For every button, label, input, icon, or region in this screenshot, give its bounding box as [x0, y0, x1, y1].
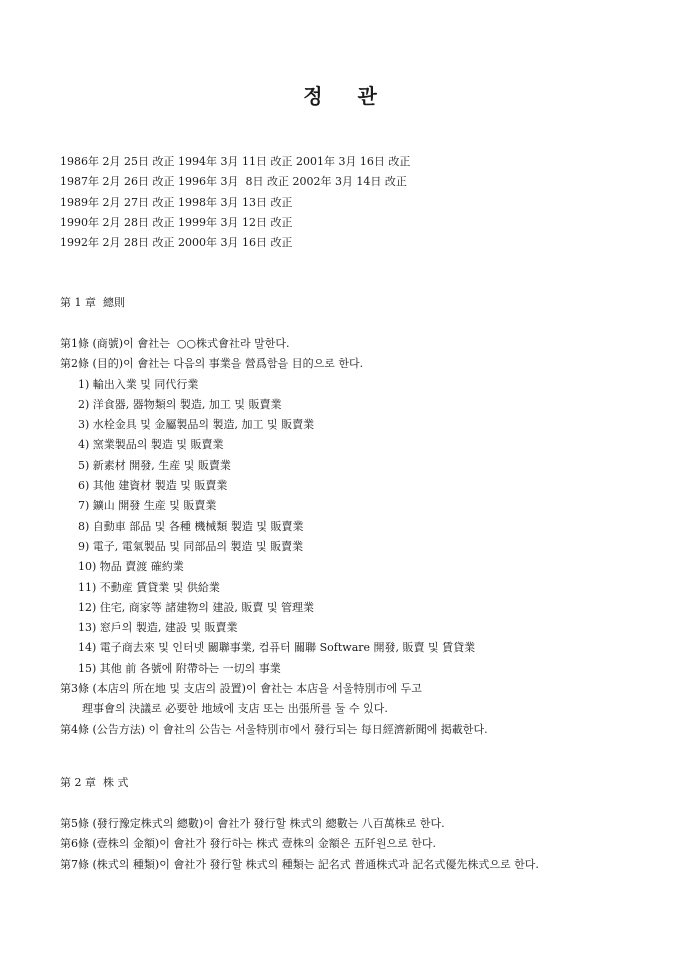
article-3: 第3條 (本店의 所在地 및 支店의 設置)이 會社는 本店을 서울特別市에 두고: [60, 682, 422, 696]
article-6: 第6條 (壹株의 金額)이 會社가 發行하는 株式 壹株의 金額은 五阡원으로 한다.: [60, 837, 437, 851]
purpose-item: 5) 新素材 開發, 生産 및 販賣業: [78, 458, 231, 472]
article-2: 第2條 (目的)이 會社는 다음의 事業을 營爲함을 目的으로 한다.: [60, 357, 364, 371]
article-1: 第1條 (商號)이 會社는 ○○株式會社라 말한다.: [60, 337, 290, 350]
revision-line: 1992年 2月 28日 改正 2000年 3月 16日 改正: [60, 236, 293, 250]
purpose-item: 2) 洋食器, 器物類의 製造, 加工 및 販賣業: [78, 397, 282, 411]
article-5: 第5條 (發行豫定株式의 總數)이 會社가 發行할 株式의 總數는 八百萬株로 한다.: [60, 817, 445, 830]
article-3-continued: 理事會의 決議로 必要한 地域에 支店 또는 出張所를 둘 수 있다.: [82, 702, 388, 716]
revision-line: 1989年 2月 27日 改正 1998年 3月 13日 改正: [60, 195, 293, 209]
purpose-item: 11) 不動産 賃貸業 및 供給業: [78, 580, 220, 594]
revision-line: 1987年 2月 26日 改正 1996年 3月 8日 改正 2002年 3月 14日 改正: [60, 175, 407, 189]
purpose-item: 7) 鑛山 開發 生産 및 販賣業: [78, 499, 217, 513]
purpose-item: 6) 其他 建資材 製造 및 販賣業: [78, 479, 228, 493]
purpose-item: 10) 物品 賣渡 確約業: [78, 560, 184, 574]
purpose-item: 15) 其他 前 各號에 附帶하는 一切의 事業: [78, 661, 281, 675]
chapter-1-articles: [60, 334, 488, 740]
purpose-item: 3) 水栓金具 및 金屬製品의 製造, 加工 및 販賣業: [78, 418, 315, 432]
chapter-1-heading: 第 1 章 總則: [60, 296, 125, 309]
chapter-2-heading: 第 2 章 株 式: [60, 776, 129, 789]
purpose-item: 8) 自動車 部品 및 各種 機械類 製造 및 販賣業: [78, 519, 304, 533]
purpose-item: 12) 住宅, 商家等 諸建物의 建設, 販賣 및 管理業: [78, 600, 315, 614]
document-title: 정 관: [303, 84, 391, 108]
purpose-item: 14) 電子商去來 및 인터넷 關聯事業, 컴퓨터 關聯 Software 開發, 販賣 및 賃貸業: [78, 641, 476, 655]
revision-history: [60, 152, 410, 253]
purpose-item: 9) 電子, 電氣製品 및 同部品의 製造 및 販賣業: [78, 539, 304, 553]
article-4: 第4條 (公告方法) 이 會社의 公告는 서울特別市에서 發行되는 每日經濟新聞에 掲載한다.: [60, 722, 488, 736]
revision-line: 1986年 2月 25日 改正 1994年 3月 11日 改正 2001年 3月 16日 改正: [60, 155, 411, 168]
chapter-2-articles: [60, 814, 539, 875]
article-7: 第7條 (株式의 種類)이 會社가 發行할 株式의 種類는 記名式 普通株式과 記名式優先株式으로 한다.: [60, 857, 539, 871]
purpose-item: 4) 窯業製品의 製造 및 販賣業: [78, 438, 224, 452]
purpose-item: 13) 窓戶의 製造, 建設 및 販賣業: [78, 621, 238, 635]
revision-line: 1990年 2月 28日 改正 1999年 3月 12日 改正: [60, 215, 293, 229]
purpose-item: 1) 輸出入業 및 同代行業: [78, 377, 199, 391]
